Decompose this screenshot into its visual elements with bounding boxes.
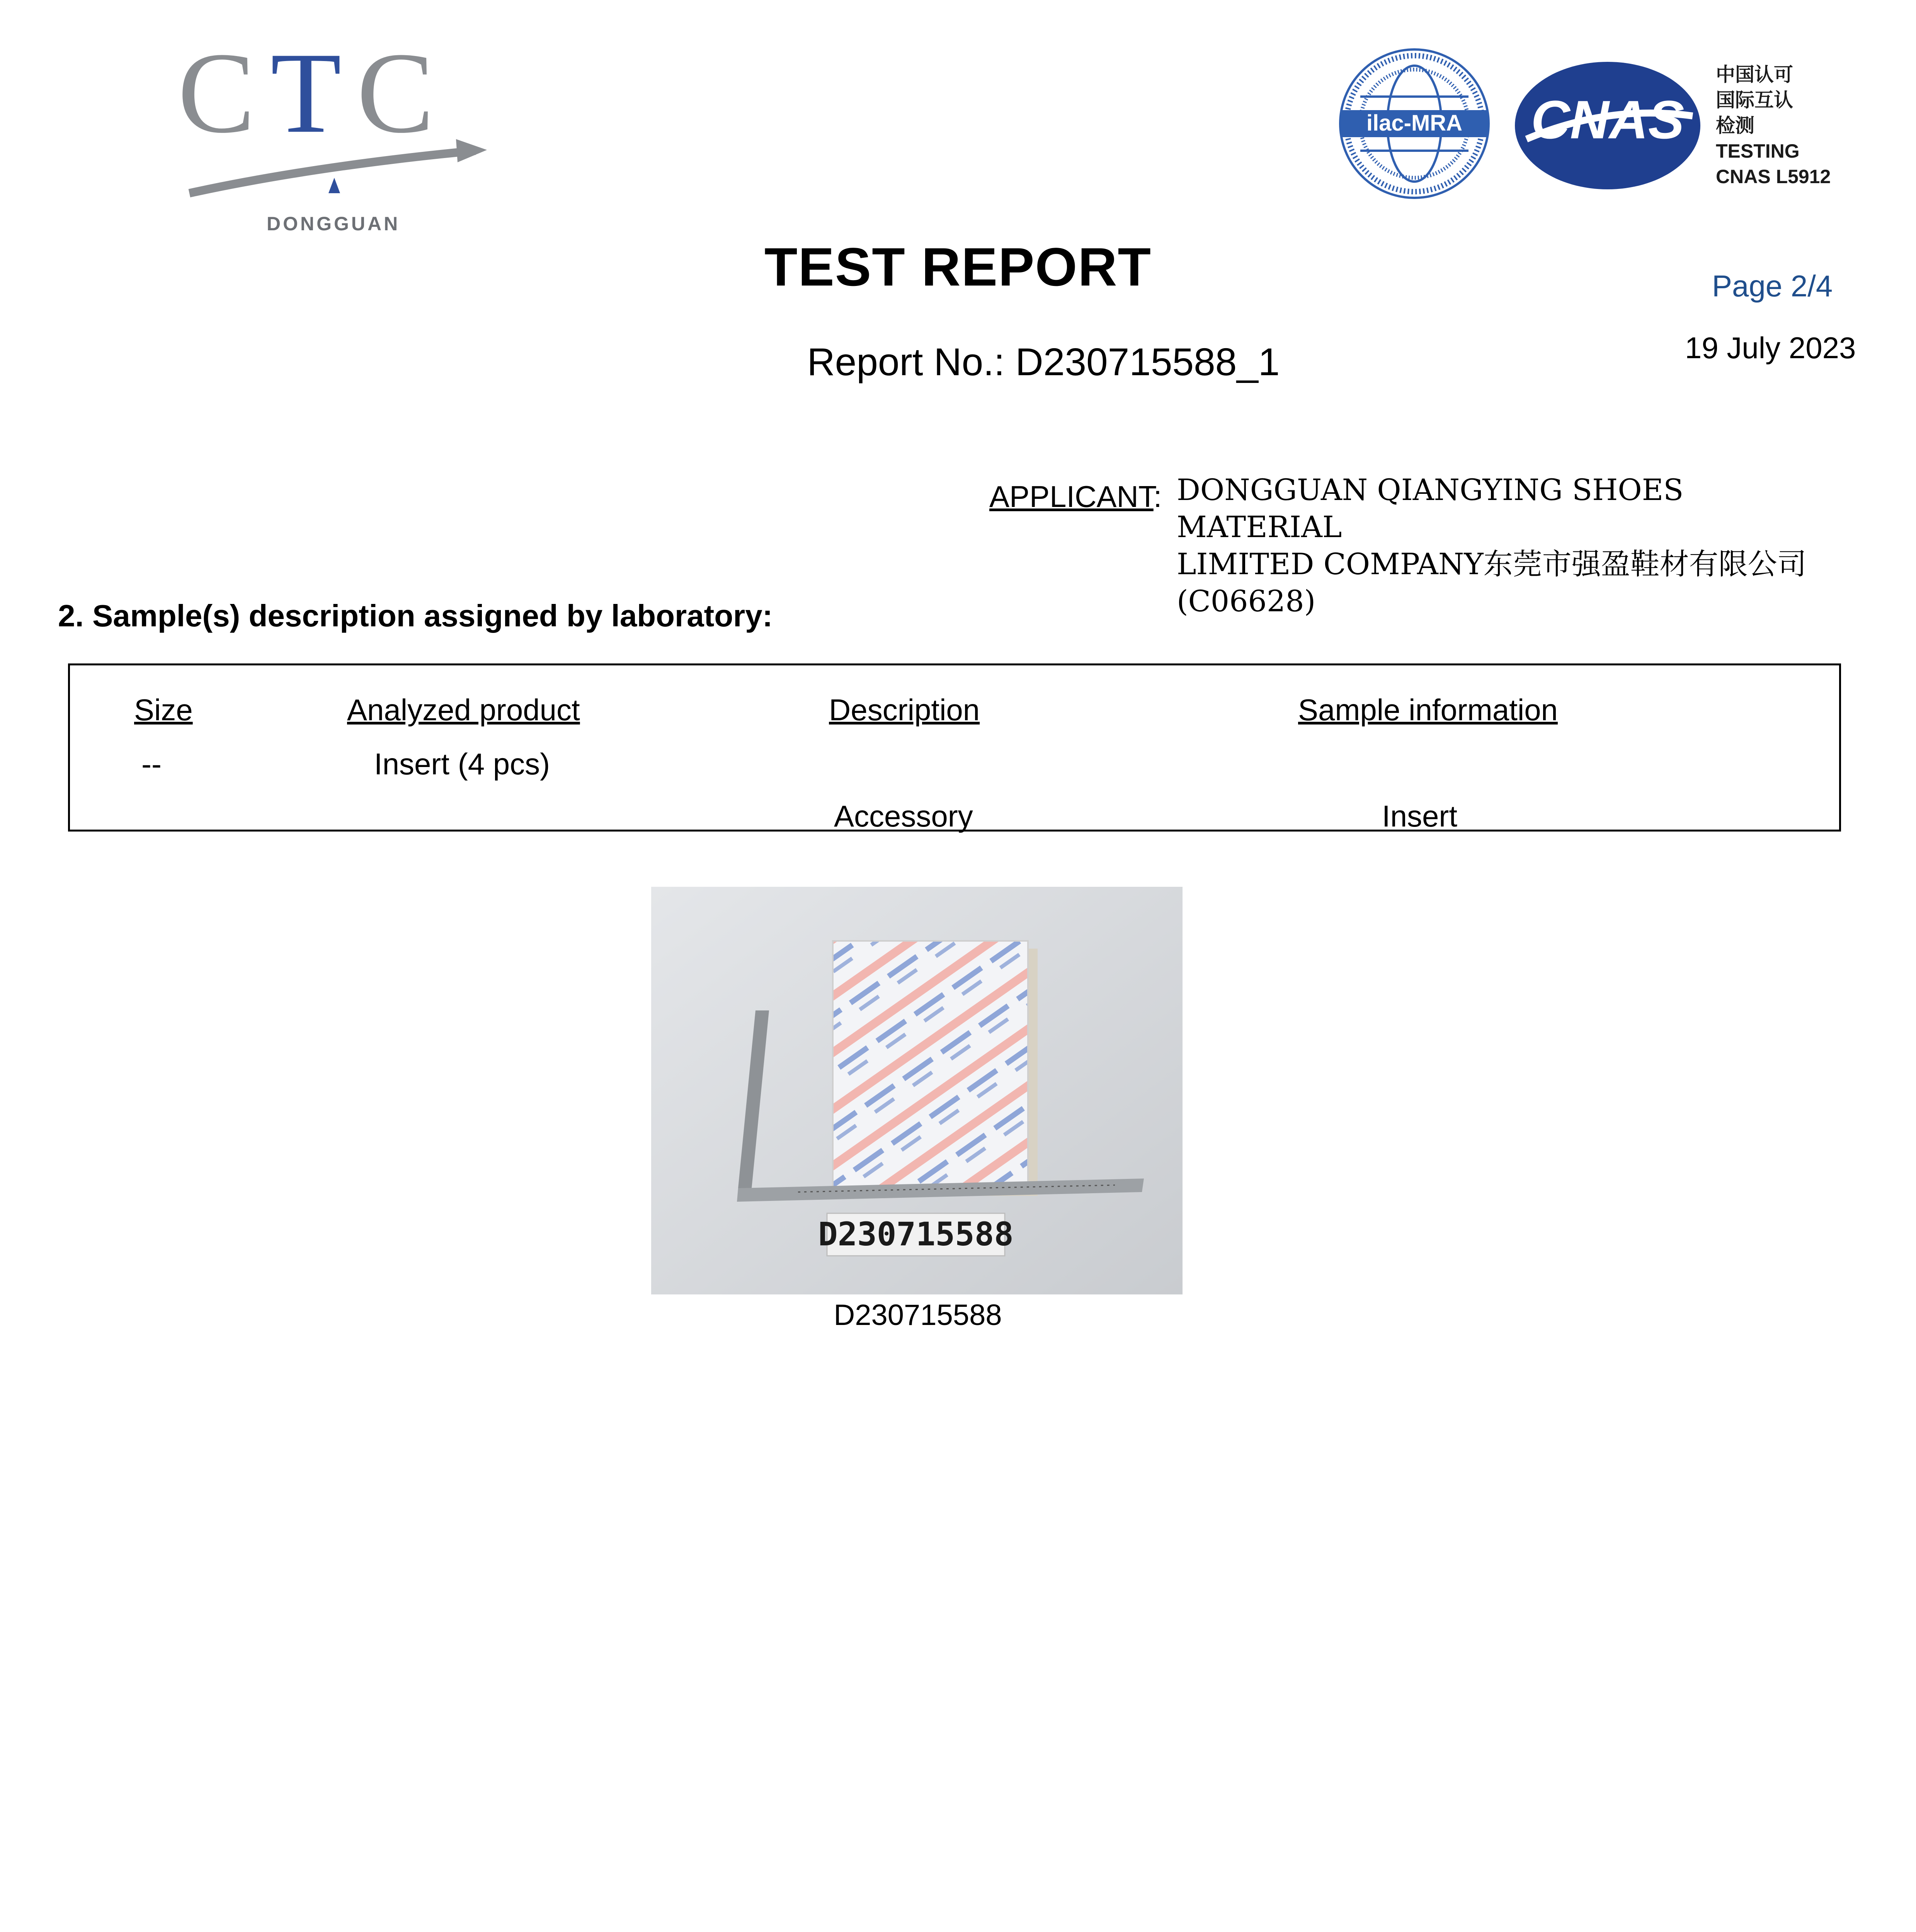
applicant-label: APPLICANT: [989, 480, 1162, 514]
section-heading: 2. Sample(s) description assigned by laboratory: [58, 599, 773, 633]
photo-caption: D230715588 [834, 1299, 1002, 1332]
ctc-logo [178, 29, 502, 236]
logo-city: DONGGUAN [267, 213, 400, 235]
cnas-accreditation-text [1716, 62, 1831, 189]
report-date: 19 July 2023 [1685, 331, 1856, 365]
sample-description-table [68, 663, 1841, 832]
table-header-size: Size [134, 693, 193, 727]
table-cell-sample-information: Insert [1382, 799, 1458, 833]
sample-tag-text: D230715588 [818, 1215, 1014, 1253]
sample-photo-illustration [651, 887, 1183, 1294]
applicant-label-text: APPLICANT [989, 480, 1154, 514]
table-cell-analyzed-product: Insert (4 pcs) [374, 747, 550, 781]
cnas-label: CNAS [1531, 89, 1685, 150]
cnas-text-line: 检测 [1716, 115, 1754, 136]
applicant-line: LIMITED COMPANY东莞市强盈鞋材有限公司 [1177, 547, 1807, 581]
sample-photo [651, 887, 1183, 1294]
logo-letter-t: T [271, 29, 357, 157]
logo-letter-c1: C [178, 29, 271, 157]
ilac-label: ilac-MRA [1366, 111, 1463, 136]
cnas-logo-icon [1511, 58, 1704, 193]
table-cell-description: Accessory [834, 799, 973, 833]
ilac-globe-icon [1337, 46, 1492, 201]
cnas-mark [1511, 58, 1704, 193]
applicant-line: DONGGUAN QIANGYING SHOES MATERIAL [1177, 473, 1684, 544]
table-header-description: Description [829, 693, 980, 727]
table-cell-size: -- [141, 747, 162, 781]
ctc-logo-swoosh-icon [178, 35, 502, 216]
report-title: TEST REPORT [764, 236, 1152, 297]
applicant-line: (C06628) [1177, 584, 1316, 618]
cnas-text-line: 中国认可 [1716, 64, 1793, 85]
ilac-mra-mark [1337, 46, 1492, 201]
page-number: Page 2/4 [1712, 269, 1833, 303]
table-header-sample-information: Sample information [1298, 693, 1558, 727]
cnas-text-line: 国际互认 [1716, 89, 1793, 111]
table-header-analyzed-product: Analyzed product [347, 693, 580, 727]
cnas-text-line: CNAS L5912 [1716, 166, 1831, 187]
report-number: Report No.: D230715588_1 [807, 340, 1280, 384]
cnas-text-line: TESTING [1716, 140, 1800, 162]
logo-letter-c2: C [357, 29, 450, 157]
applicant-value [1177, 471, 1834, 620]
